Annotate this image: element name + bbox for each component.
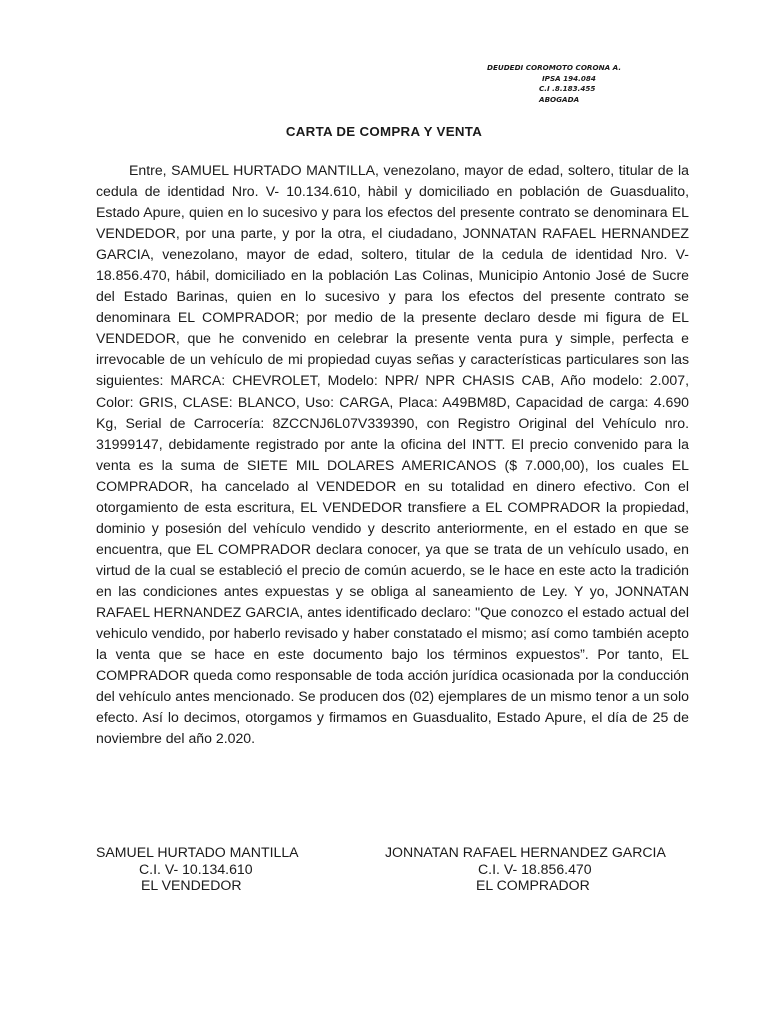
document-title: CARTA DE COMPRA Y VENTA — [285, 124, 483, 139]
buyer-signature-block — [385, 844, 666, 894]
buyer-name: JONNATAN RAFAEL HERNANDEZ GARCIA — [385, 844, 666, 860]
buyer-role: EL COMPRADOR — [476, 877, 590, 893]
seller-signature-block — [96, 844, 299, 894]
lawyer-name: DEUDEDI COROMOTO CORONA A. — [487, 63, 622, 72]
lawyer-ipsa: IPSA 194.084 — [542, 73, 596, 83]
seller-name: SAMUEL HURTADO MANTILLA — [96, 844, 299, 860]
buyer-id: C.I. V- 18.856.470 — [478, 860, 592, 877]
lawyer-ci: C.I .8.183.455 — [539, 84, 596, 93]
contract-body: Entre, SAMUEL HURTADO MANTILLA, venezolano, mayor de edad, soltero, titular de la cedula de identidad Nro. V- 10.134.610, hàbil y domiciliado en población de Guasdualito, Estado Apure, quien en lo sucesivo y para los efectos del presente contrato se denominara EL VENDEDOR, por una parte, y por la otra, el ciudadano, JONNATAN RAFAEL HERNANDEZ GARCIA, venezolano, mayor de edad, soltero, titular de la cedula de identidad Nro. V- 18.856.470, hábil, domiciliado en la población Las Colinas, Municipio Antonio José de Sucre del Estado Barinas, quien en lo sucesivo y para los efectos del presente contrato se denominara EL COMPRADOR; por medio de la presente declaro desde mi figura de EL VENDEDOR, que he convenido en celebrar la presente venta pura y simple, perfecta e irrevocable de un vehículo de mi propiedad cuyas señas y características particulares son las siguientes: MARCA: CHEVROLET, Modelo: NPR/ NPR CHASIS CAB, Año modelo: 2.007, Color: GRIS, CLASE: BLANCO, Uso: CARGA, Placa: A49BM8D, Capacidad de carga: 4.690 Kg, Serial de Carrocería: 8ZCCNJ6L07V339390, con Registro Original del Vehículo nro. 31999147, debidamente registrado por ante la oficina del INTT. El precio convenido para la venta es la suma de SIETE MIL DOLARES AMERICANOS ($ 7.000,00), los cuales EL COMPRADOR, ha cancelado al VENDEDOR en su totalidad en dinero efectivo. Con el otorgamiento de esta escritura, EL VENDEDOR transfiere a EL COMPRADOR la propiedad, dominio y posesión del vehículo vendido y descrito anteriormente, en el estado en que se encuentra, que EL COMPRADOR declara conocer, ya que se trata de un vehículo usado, en virtud de la cual se estableció el precio de común acuerdo, se le hace en este acto la tradición en las condiciones antes expuestas y se obliga al saneamiento de Ley. Y yo, JONNATAN RAFAEL HERNANDEZ GARCIA, antes identificado declaro: "Que conozco el estado actual del vehiculo vendido, por haberlo revisado y haber constatado el mismo; así como también acepto la venta que se hace en este documento bajo los términos expuestos”. Por tanto, EL COMPRADOR queda como responsable de toda acción jurídica ocasionada por la conducción del vehículo antes mencionado. Se producen dos (02) ejemplares de un mismo tenor a un solo efecto. Así lo decimos, otorgamos y firmamos en Guasdualito, Estado Apure, el día de 25 de noviembre del año 2.020. — [96, 162, 689, 747]
seller-role: EL VENDEDOR — [141, 877, 242, 893]
lawyer-title: ABOGADA — [539, 94, 580, 104]
lawyer-header — [487, 63, 621, 105]
seller-id: C.I. V- 10.134.610 — [139, 860, 253, 877]
